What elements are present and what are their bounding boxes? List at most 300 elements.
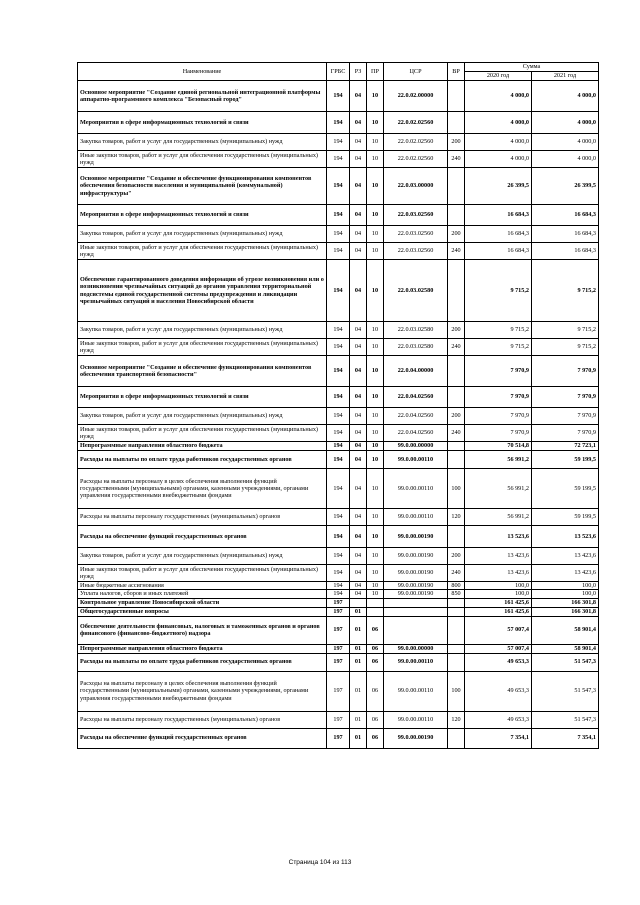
cell-vr: 100 <box>448 671 465 711</box>
cell-2020: 4 000,0 <box>465 112 532 134</box>
cell-vr: 240 <box>448 565 465 582</box>
cell-2021: 16 684,3 <box>532 226 599 243</box>
cell-2020: 9 715,2 <box>465 260 532 322</box>
cell-name: Мероприятия в сфере информационных технологий и связи <box>78 112 327 134</box>
cell-grbs: 194 <box>327 408 350 425</box>
cell-csr: 22.0.03.02560 <box>384 243 448 260</box>
cell-csr: 22.0.03.02580 <box>384 322 448 339</box>
col-header-sum: Сумма <box>465 63 599 72</box>
cell-grbs: 194 <box>327 451 350 469</box>
cell-vr <box>448 442 465 451</box>
col-header-grbs: ГРБС <box>327 63 350 81</box>
cell-grbs: 194 <box>327 322 350 339</box>
cell-csr: 22.0.03.02580 <box>384 339 448 356</box>
cell-grbs: 194 <box>327 112 350 134</box>
cell-grbs: 194 <box>327 548 350 565</box>
cell-vr: 240 <box>448 339 465 356</box>
cell-2020: 100,0 <box>465 582 532 590</box>
col-header-csr: ЦСР <box>384 63 448 81</box>
cell-2020: 4 000,0 <box>465 134 532 151</box>
cell-rz: 04 <box>350 451 367 469</box>
cell-grbs: 194 <box>327 387 350 408</box>
cell-2020: 7 970,9 <box>465 408 532 425</box>
cell-2020: 56 991,2 <box>465 451 532 469</box>
cell-2020: 7 970,9 <box>465 425 532 442</box>
cell-grbs: 194 <box>327 425 350 442</box>
cell-rz: 04 <box>350 565 367 582</box>
cell-pr: 10 <box>367 590 384 598</box>
cell-2020: 56 991,2 <box>465 469 532 509</box>
table-row <box>78 442 599 451</box>
table-row <box>78 711 599 728</box>
cell-pr: 10 <box>367 582 384 590</box>
cell-vr: 200 <box>448 134 465 151</box>
cell-rz: 01 <box>350 616 367 644</box>
cell-2021: 59 199,5 <box>532 509 599 526</box>
cell-vr <box>448 387 465 408</box>
cell-2020: 9 715,2 <box>465 339 532 356</box>
cell-grbs: 194 <box>327 442 350 451</box>
cell-csr: 99.0.00.00000 <box>384 442 448 451</box>
cell-2021: 166 301,8 <box>532 607 599 616</box>
cell-2021: 16 684,3 <box>532 243 599 260</box>
cell-rz: 04 <box>350 81 367 112</box>
cell-vr: 200 <box>448 226 465 243</box>
cell-name: Основное мероприятие "Создание и обеспечение функционирования компонентов обеспечения безопасности населения и муниципальной (коммунальной) инфраструктуры" <box>78 168 327 205</box>
cell-csr <box>384 616 448 644</box>
table-row <box>78 509 599 526</box>
cell-rz: 01 <box>350 653 367 671</box>
cell-grbs: 194 <box>327 151 350 168</box>
cell-2020: 9 715,2 <box>465 322 532 339</box>
cell-pr: 10 <box>367 548 384 565</box>
cell-pr: 10 <box>367 322 384 339</box>
cell-pr: 06 <box>367 671 384 711</box>
table-row <box>78 548 599 565</box>
cell-pr: 10 <box>367 151 384 168</box>
cell-2020: 26 399,5 <box>465 168 532 205</box>
cell-csr: 22.0.03.02560 <box>384 226 448 243</box>
cell-2021: 100,0 <box>532 590 599 598</box>
cell-2021: 7 970,9 <box>532 356 599 387</box>
cell-2020: 49 653,3 <box>465 653 532 671</box>
cell-rz: 04 <box>350 408 367 425</box>
cell-2021: 26 399,5 <box>532 168 599 205</box>
cell-2021: 13 423,6 <box>532 548 599 565</box>
cell-2021: 58 901,4 <box>532 644 599 653</box>
cell-vr <box>448 598 465 607</box>
cell-name: Расходы на выплаты по оплате труда работников государственных органов <box>78 653 327 671</box>
cell-grbs: 194 <box>327 168 350 205</box>
cell-name: Мероприятия в сфере информационных технологий и связи <box>78 387 327 408</box>
cell-csr: 99.0.00.00110 <box>384 671 448 711</box>
cell-rz: 04 <box>350 442 367 451</box>
cell-vr <box>448 653 465 671</box>
cell-csr <box>384 607 448 616</box>
cell-2021: 7 354,1 <box>532 728 599 748</box>
table-row <box>78 607 599 616</box>
cell-rz: 01 <box>350 607 367 616</box>
cell-name: Расходы на выплаты по оплате труда работников государственных органов <box>78 451 327 469</box>
cell-name: Иные закупки товаров, работ и услуг для обеспечения государственных (муниципальных) нужд <box>78 339 327 356</box>
cell-name: Закупка товаров, работ и услуг для государственных (муниципальных) нужд <box>78 322 327 339</box>
table-row <box>78 582 599 590</box>
cell-pr: 06 <box>367 728 384 748</box>
cell-grbs: 197 <box>327 616 350 644</box>
cell-rz: 01 <box>350 644 367 653</box>
cell-csr: 99.0.00.00110 <box>384 653 448 671</box>
cell-2021: 13 523,6 <box>532 526 599 548</box>
cell-vr <box>448 205 465 226</box>
cell-grbs: 194 <box>327 582 350 590</box>
cell-csr: 22.0.02.00000 <box>384 81 448 112</box>
cell-2021: 58 901,4 <box>532 616 599 644</box>
cell-csr: 22.0.04.02560 <box>384 387 448 408</box>
cell-csr: 99.0.00.00190 <box>384 582 448 590</box>
cell-rz: 04 <box>350 322 367 339</box>
cell-pr: 10 <box>367 469 384 509</box>
cell-rz: 04 <box>350 509 367 526</box>
cell-vr: 200 <box>448 548 465 565</box>
cell-rz: 04 <box>350 168 367 205</box>
cell-csr: 99.0.00.00190 <box>384 526 448 548</box>
table-row <box>78 387 599 408</box>
table-row <box>78 112 599 134</box>
cell-name: Иные бюджетные ассигнования <box>78 582 327 590</box>
table-row <box>78 356 599 387</box>
cell-2021: 7 970,9 <box>532 425 599 442</box>
col-header-name: Наименование <box>78 63 327 81</box>
cell-2021: 4 000,0 <box>532 151 599 168</box>
cell-grbs: 194 <box>327 356 350 387</box>
col-header-vr: ВР <box>448 63 465 81</box>
cell-pr: 10 <box>367 526 384 548</box>
cell-csr: 99.0.00.00000 <box>384 644 448 653</box>
cell-pr: 06 <box>367 711 384 728</box>
cell-name: Расходы на обеспечение функций государственных органов <box>78 526 327 548</box>
cell-vr: 120 <box>448 509 465 526</box>
table-row <box>78 322 599 339</box>
cell-rz: 01 <box>350 711 367 728</box>
table-row <box>78 243 599 260</box>
cell-2021: 4 000,0 <box>532 134 599 151</box>
col-header-pr: ПР <box>367 63 384 81</box>
cell-2020: 13 423,6 <box>465 565 532 582</box>
table-row <box>78 469 599 509</box>
cell-name: Обеспечение гарантированного доведения информации об угрозе возникновения или о возникновении чрезвычайных ситуаций до органов управления территориальной подсистемы единой государственной системы предупреждения и ликвидации чрезвычайных ситуаций и населения Новосибирской области <box>78 260 327 322</box>
cell-pr: 06 <box>367 644 384 653</box>
cell-rz: 04 <box>350 339 367 356</box>
cell-pr: 10 <box>367 205 384 226</box>
cell-vr <box>448 168 465 205</box>
cell-grbs: 197 <box>327 598 350 607</box>
cell-rz: 01 <box>350 671 367 711</box>
cell-2021: 51 547,3 <box>532 671 599 711</box>
cell-name: Общегосударственные вопросы <box>78 607 327 616</box>
cell-grbs: 197 <box>327 644 350 653</box>
col-header-2020: 2020 год <box>465 72 532 81</box>
cell-2021: 4 000,0 <box>532 81 599 112</box>
cell-grbs: 194 <box>327 526 350 548</box>
cell-2020: 16 684,3 <box>465 243 532 260</box>
cell-csr: 99.0.00.00110 <box>384 451 448 469</box>
cell-csr: 22.0.03.00000 <box>384 168 448 205</box>
cell-pr: 10 <box>367 509 384 526</box>
col-header-rz: РЗ <box>350 63 367 81</box>
table-row <box>78 644 599 653</box>
cell-grbs: 197 <box>327 711 350 728</box>
cell-2021: 9 715,2 <box>532 260 599 322</box>
cell-pr: 10 <box>367 134 384 151</box>
cell-2020: 49 653,3 <box>465 671 532 711</box>
cell-name: Закупка товаров, работ и услуг для государственных (муниципальных) нужд <box>78 548 327 565</box>
budget-table-sheet <box>77 62 598 749</box>
cell-2021: 4 000,0 <box>532 112 599 134</box>
cell-name: Расходы на выплаты персоналу государственных (муниципальных) органов <box>78 509 327 526</box>
cell-rz: 04 <box>350 151 367 168</box>
cell-pr: 10 <box>367 112 384 134</box>
cell-csr: 99.0.00.00110 <box>384 469 448 509</box>
cell-name: Непрограммные направления областного бюджета <box>78 644 327 653</box>
cell-rz: 04 <box>350 260 367 322</box>
table-row <box>78 653 599 671</box>
cell-2020: 13 423,6 <box>465 548 532 565</box>
cell-rz: 04 <box>350 582 367 590</box>
table-row <box>78 451 599 469</box>
cell-name: Закупка товаров, работ и услуг для государственных (муниципальных) нужд <box>78 226 327 243</box>
cell-vr <box>448 644 465 653</box>
cell-pr: 10 <box>367 565 384 582</box>
table-row <box>78 590 599 598</box>
cell-csr: 99.0.00.00190 <box>384 565 448 582</box>
cell-2020: 4 000,0 <box>465 151 532 168</box>
table-row <box>78 425 599 442</box>
cell-grbs: 194 <box>327 469 350 509</box>
cell-rz: 04 <box>350 134 367 151</box>
cell-name: Уплата налогов, сборов и иных платежей <box>78 590 327 598</box>
cell-vr <box>448 356 465 387</box>
cell-2021: 9 715,2 <box>532 339 599 356</box>
cell-vr: 100 <box>448 469 465 509</box>
cell-csr: 22.0.03.02580 <box>384 260 448 322</box>
cell-2020: 7 970,9 <box>465 387 532 408</box>
cell-2020: 7 970,9 <box>465 356 532 387</box>
cell-2021: 59 199,5 <box>532 469 599 509</box>
cell-rz: 04 <box>350 387 367 408</box>
cell-pr: 10 <box>367 387 384 408</box>
cell-2021: 7 970,9 <box>532 408 599 425</box>
cell-csr: 22.0.02.02560 <box>384 134 448 151</box>
cell-grbs: 194 <box>327 565 350 582</box>
cell-vr <box>448 81 465 112</box>
cell-name: Расходы на выплаты персоналу в целях обеспечения выполнения функций государственными (муниципальными) органами, казенными учреждениями, органами управления государственными внебюджетными фондами <box>78 469 327 509</box>
cell-pr: 10 <box>367 425 384 442</box>
cell-csr: 99.0.00.00110 <box>384 509 448 526</box>
cell-rz: 04 <box>350 356 367 387</box>
cell-2020: 57 007,4 <box>465 644 532 653</box>
cell-grbs: 197 <box>327 671 350 711</box>
cell-name: Закупка товаров, работ и услуг для государственных (муниципальных) нужд <box>78 134 327 151</box>
cell-pr: 06 <box>367 653 384 671</box>
cell-vr: 200 <box>448 408 465 425</box>
cell-pr: 10 <box>367 356 384 387</box>
cell-2021: 166 301,8 <box>532 598 599 607</box>
cell-pr: 06 <box>367 616 384 644</box>
cell-vr <box>448 451 465 469</box>
cell-2020: 70 514,8 <box>465 442 532 451</box>
cell-vr: 850 <box>448 590 465 598</box>
table-row <box>78 565 599 582</box>
cell-grbs: 194 <box>327 339 350 356</box>
cell-grbs: 194 <box>327 205 350 226</box>
cell-pr: 10 <box>367 226 384 243</box>
col-header-2021: 2021 год <box>532 72 599 81</box>
budget-table <box>77 62 599 749</box>
cell-2020: 16 684,3 <box>465 226 532 243</box>
table-row <box>78 598 599 607</box>
cell-2020: 13 523,6 <box>465 526 532 548</box>
cell-pr: 10 <box>367 339 384 356</box>
cell-name: Контрольное управление Новосибирской области <box>78 598 327 607</box>
cell-grbs: 197 <box>327 728 350 748</box>
cell-pr: 10 <box>367 168 384 205</box>
cell-2020: 100,0 <box>465 590 532 598</box>
cell-2020: 49 653,3 <box>465 711 532 728</box>
cell-vr <box>448 526 465 548</box>
cell-csr: 22.0.02.02560 <box>384 112 448 134</box>
cell-2021: 59 199,5 <box>532 451 599 469</box>
cell-grbs: 194 <box>327 260 350 322</box>
cell-vr <box>448 616 465 644</box>
cell-grbs: 197 <box>327 607 350 616</box>
cell-name: Иные закупки товаров, работ и услуг для обеспечения государственных (муниципальных) нужд <box>78 425 327 442</box>
cell-2021: 7 970,9 <box>532 387 599 408</box>
cell-name: Непрограммные направления областного бюджета <box>78 442 327 451</box>
cell-pr <box>367 598 384 607</box>
page-footer: Страница 104 из 113 <box>288 859 352 866</box>
cell-grbs: 194 <box>327 134 350 151</box>
cell-name: Основное мероприятие "Создание единой региональной интеграционной платформы аппаратно-программного комплекса "Безопасный город" <box>78 81 327 112</box>
cell-pr <box>367 607 384 616</box>
cell-vr: 240 <box>448 425 465 442</box>
cell-csr: 99.0.00.00190 <box>384 590 448 598</box>
cell-rz: 04 <box>350 205 367 226</box>
table-row <box>78 339 599 356</box>
cell-pr: 10 <box>367 243 384 260</box>
table-row <box>78 671 599 711</box>
cell-name: Иные закупки товаров, работ и услуг для обеспечения государственных (муниципальных) нужд <box>78 151 327 168</box>
cell-rz <box>350 598 367 607</box>
cell-2020: 57 007,4 <box>465 616 532 644</box>
cell-2021: 9 715,2 <box>532 322 599 339</box>
cell-2021: 13 423,6 <box>532 565 599 582</box>
cell-name: Мероприятия в сфере информационных технологий и связи <box>78 205 327 226</box>
cell-2021: 51 547,3 <box>532 711 599 728</box>
cell-pr: 10 <box>367 408 384 425</box>
cell-csr: 99.0.00.00110 <box>384 711 448 728</box>
cell-csr <box>384 598 448 607</box>
cell-vr: 800 <box>448 582 465 590</box>
cell-grbs: 194 <box>327 243 350 260</box>
cell-2020: 16 684,3 <box>465 205 532 226</box>
table-row <box>78 205 599 226</box>
table-row <box>78 526 599 548</box>
cell-vr <box>448 607 465 616</box>
cell-csr: 22.0.03.02560 <box>384 205 448 226</box>
cell-2021: 16 684,3 <box>532 205 599 226</box>
cell-rz: 04 <box>350 548 367 565</box>
table-row <box>78 728 599 748</box>
cell-grbs: 197 <box>327 653 350 671</box>
cell-vr: 240 <box>448 243 465 260</box>
cell-rz: 04 <box>350 226 367 243</box>
table-row <box>78 616 599 644</box>
cell-grbs: 194 <box>327 590 350 598</box>
cell-csr: 22.0.02.02560 <box>384 151 448 168</box>
table-row <box>78 151 599 168</box>
table-body <box>78 81 599 749</box>
cell-pr: 10 <box>367 442 384 451</box>
cell-name: Закупка товаров, работ и услуг для государственных (муниципальных) нужд <box>78 408 327 425</box>
cell-grbs: 194 <box>327 226 350 243</box>
cell-2020: 56 991,2 <box>465 509 532 526</box>
cell-2020: 4 000,0 <box>465 81 532 112</box>
cell-2021: 72 723,1 <box>532 442 599 451</box>
cell-2020: 161 425,6 <box>465 607 532 616</box>
cell-name: Расходы на выплаты персоналу в целях обеспечения выполнения функций государственными (муниципальными) органами, казенными учреждениями, органами управления государственными внебюджетными фондами <box>78 671 327 711</box>
cell-vr: 240 <box>448 151 465 168</box>
cell-2020: 7 354,1 <box>465 728 532 748</box>
cell-csr: 99.0.00.00190 <box>384 548 448 565</box>
table-row <box>78 134 599 151</box>
cell-rz: 01 <box>350 728 367 748</box>
cell-vr: 200 <box>448 322 465 339</box>
cell-csr: 22.0.04.00000 <box>384 356 448 387</box>
cell-name: Иные закупки товаров, работ и услуг для обеспечения государственных (муниципальных) нужд <box>78 565 327 582</box>
cell-csr: 22.0.04.02560 <box>384 425 448 442</box>
cell-rz: 04 <box>350 590 367 598</box>
table-row <box>78 260 599 322</box>
cell-rz: 04 <box>350 469 367 509</box>
cell-name: Расходы на обеспечение функций государственных органов <box>78 728 327 748</box>
cell-pr: 10 <box>367 260 384 322</box>
table-row <box>78 408 599 425</box>
cell-name: Обеспечение деятельности финансовых, налоговых и таможенных органов и органов финансового (финансово-бюджетного) надзора <box>78 616 327 644</box>
cell-2021: 51 547,3 <box>532 653 599 671</box>
cell-name: Основное мероприятие "Создание и обеспечение функционирования компонентов обеспечения транспортной безопасности" <box>78 356 327 387</box>
cell-rz: 04 <box>350 526 367 548</box>
cell-grbs: 194 <box>327 509 350 526</box>
table-row <box>78 81 599 112</box>
cell-vr <box>448 728 465 748</box>
table-row <box>78 168 599 205</box>
cell-rz: 04 <box>350 243 367 260</box>
cell-csr: 22.0.04.02560 <box>384 408 448 425</box>
cell-vr <box>448 112 465 134</box>
cell-vr <box>448 260 465 322</box>
cell-pr: 10 <box>367 451 384 469</box>
cell-rz: 04 <box>350 112 367 134</box>
table-row <box>78 226 599 243</box>
cell-vr: 120 <box>448 711 465 728</box>
cell-pr: 10 <box>367 81 384 112</box>
cell-2020: 161 425,6 <box>465 598 532 607</box>
cell-name: Иные закупки товаров, работ и услуг для обеспечения государственных (муниципальных) нужд <box>78 243 327 260</box>
cell-grbs: 194 <box>327 81 350 112</box>
cell-rz: 04 <box>350 425 367 442</box>
cell-csr: 99.0.00.00190 <box>384 728 448 748</box>
cell-2021: 100,0 <box>532 582 599 590</box>
